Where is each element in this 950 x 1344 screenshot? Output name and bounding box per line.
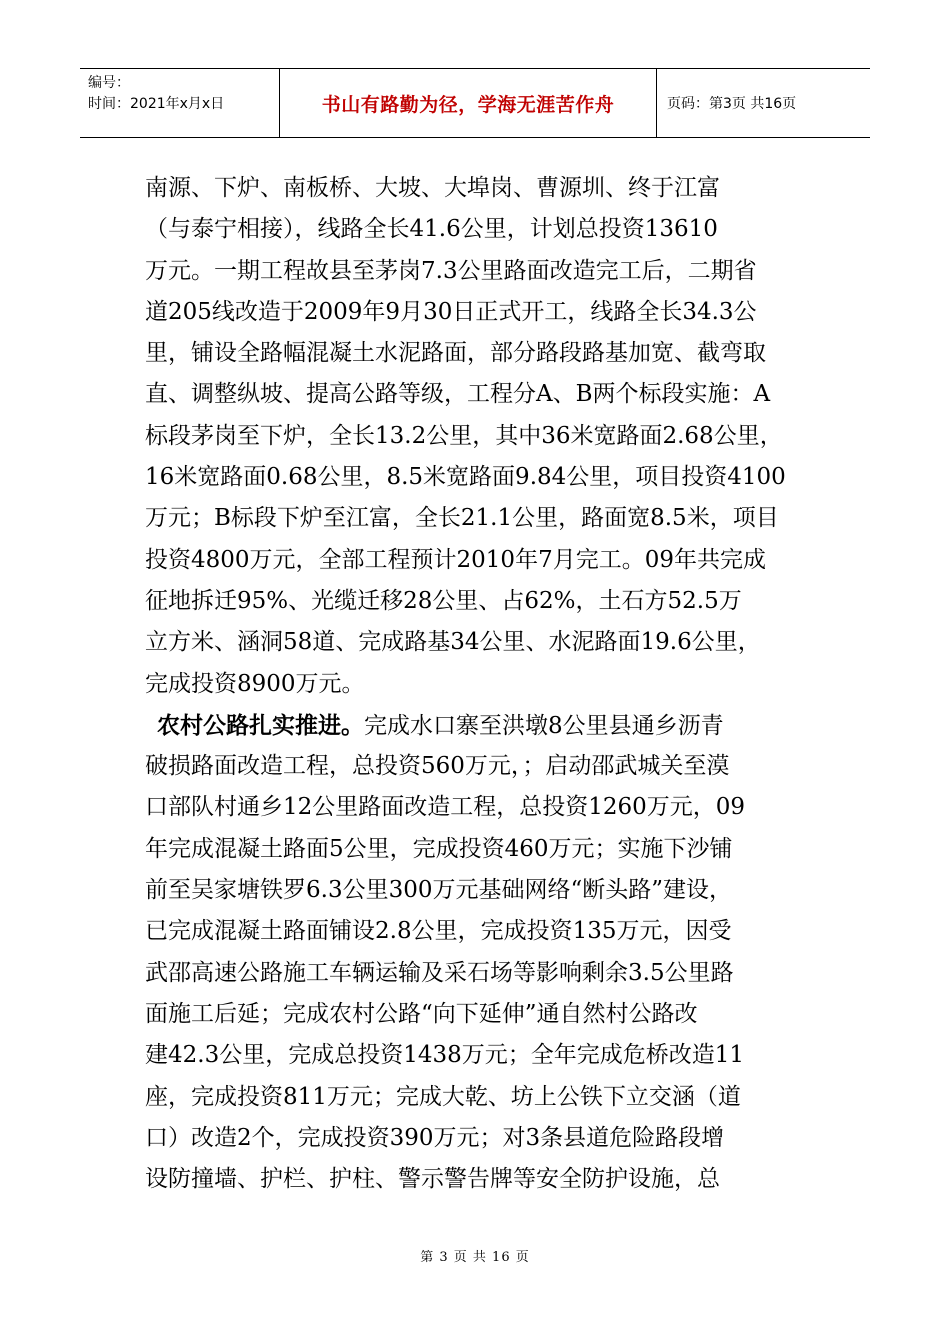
- body-line: 面施工后延；完成农村公路“向下延伸”通自然村公路改: [145, 1000, 698, 1027]
- document-body: [145, 168, 825, 1200]
- body-line: 里，铺设全路幅混凝土水泥路面，部分路段路基加宽、截弯取: [145, 340, 766, 367]
- body-line: 标段茅岗至下炉，全长13.2公里，其中36米宽路面2.68公里，: [145, 422, 783, 449]
- page-footer: 第 3 页 共 16 页: [420, 1250, 530, 1265]
- body-line: 破损路面改造工程，总投资560万元，；启动邵武城关至漠: [145, 753, 730, 780]
- body-line: 武邵高速公路施工车辆运输及采石场等影响剩余3.5公里路: [145, 959, 734, 986]
- document-number: 编号：: [88, 75, 130, 91]
- body-line: （与泰宁相接），线路全长41.6公里，计划总投资13610: [145, 216, 718, 243]
- body-line: 16米宽路面0.68公里，8.5米宽路面9.84公里，项目投资4100: [145, 464, 786, 491]
- document-date: 时间：2021年x月x日: [88, 96, 225, 112]
- paragraph-first-line: [157, 705, 825, 746]
- body-line: 万元；B标段下炉至江富，全长21.1公里，路面宽8.5米，项目: [145, 505, 779, 532]
- body-line: 直、调整纵坡、提高公路等级，工程分A、B两个标段实施：A: [145, 381, 771, 408]
- body-line: 南源、下炉、南板桥、大坡、大埠岗、曹源圳、终于江富: [145, 175, 720, 201]
- header-page-info: 页码：第3页 共16页: [667, 96, 797, 112]
- header-meta: [80, 69, 280, 137]
- body-line: 口部队村通乡12公里路面改造工程，总投资1260万元，09: [145, 794, 746, 821]
- paragraph-heading: 农村公路扎实推进。: [157, 711, 364, 739]
- body-line: 完成投资8900万元。: [145, 670, 365, 697]
- body-line: 口）改造2个，完成投资390万元；对3条县道危险路段增: [145, 1124, 725, 1151]
- body-line: 征地拆迁95%、光缆迁移28公里、占62%，土石方52.5万: [145, 587, 742, 614]
- body-line: 前至吴家塘铁罗6.3公里300万元基础网络“断头路”建设，: [145, 877, 732, 904]
- page-header: [80, 68, 870, 138]
- paragraph-first-text: 完成水口寨至洪墩8公里县通乡沥青: [364, 712, 724, 739]
- body-line: 投资4800万元，全部工程预计2010年7月完工。09年共完成: [145, 546, 766, 573]
- body-line: 建42.3公里，完成总投资1438万元；全年完成危桥改造11: [145, 1042, 745, 1069]
- body-line: 已完成混凝土路面铺设2.8公里，完成投资135万元，因受: [145, 918, 732, 945]
- header-motto: 书山有路勤为径，学海无涯苦作舟: [280, 69, 657, 137]
- body-line: 座，完成投资811万元；完成大乾、坊上公铁下立交涵（道: [145, 1083, 741, 1110]
- body-line: 道205线改造于2009年9月30日正式开工，线路全长34.3公: [145, 298, 757, 325]
- body-line: 设防撞墙、护栏、护柱、警示警告牌等安全防护设施，总: [145, 1166, 720, 1193]
- body-line: 年完成混凝土路面5公里，完成投资460万元；实施下沙铺: [145, 835, 733, 862]
- body-line: 立方米、涵洞58道、完成路基34公里、水泥路面19.6公里，: [145, 629, 761, 656]
- body-line: 万元。一期工程故县至茅岗7.3公里路面改造完工后，二期省: [145, 257, 757, 284]
